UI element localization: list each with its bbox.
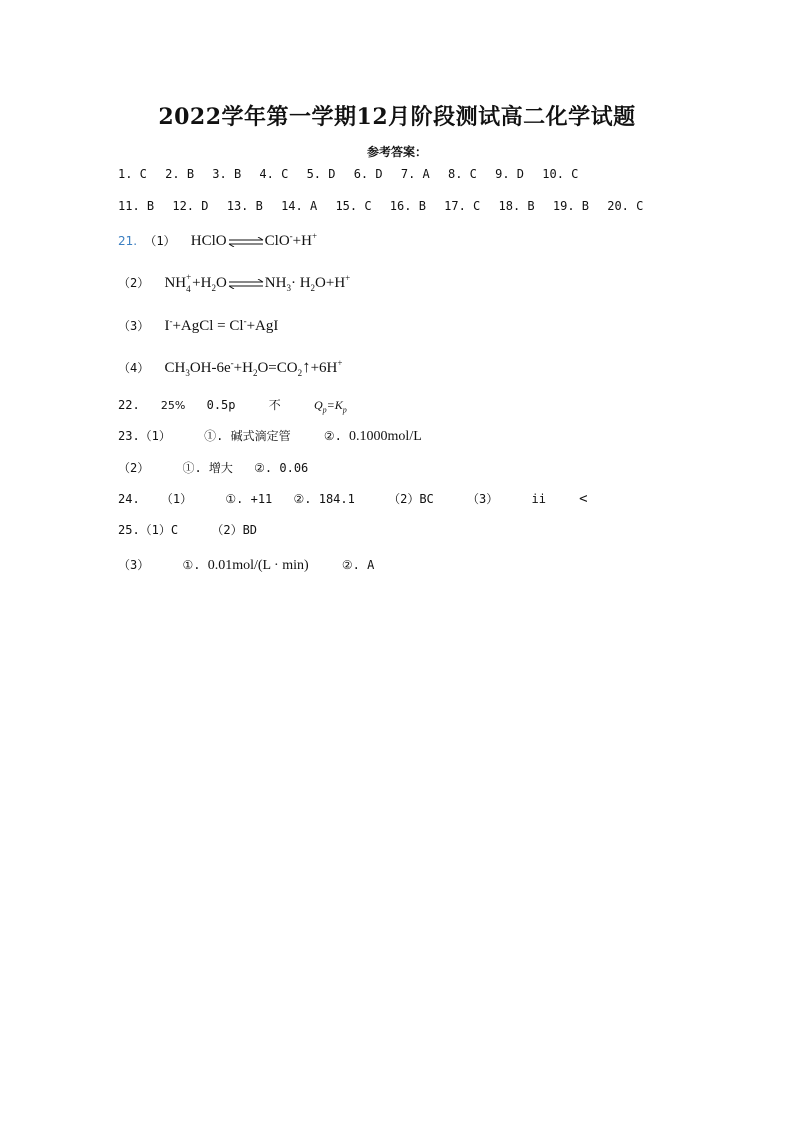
answer-value: 0.5p [206, 398, 236, 412]
answer-value: （2）BC [388, 492, 434, 506]
question-number: 24. [118, 492, 140, 506]
mc-answer: 19. B [552, 199, 589, 213]
answer-value: < [579, 491, 588, 507]
mc-answer: 11. B [118, 199, 155, 213]
mc-answer: 8. C [447, 167, 477, 181]
mc-answer: 2. B [165, 167, 195, 181]
answer-value: ②. 0.06 [254, 461, 309, 475]
answer-value: 不 [268, 398, 281, 412]
answer-index: ②. [323, 429, 342, 443]
q25-part-3 [118, 556, 374, 574]
answer-value: ①. 碱式滴定管 [204, 429, 291, 443]
mc-answer: 15. C [335, 199, 372, 213]
mc-answer: 16. B [389, 199, 426, 213]
part-label: （4） [118, 361, 150, 375]
q21-number-link[interactable]: 21. [118, 234, 138, 248]
equation: NH + 4 $+H_2O$ $NH_3\cdot H_2O+H^+$ [164, 272, 351, 294]
equation: I-+AgCl = Cl-+AgI [164, 316, 279, 334]
mc-answers-row-1 [118, 167, 589, 181]
mc-answers-row-2 [118, 199, 654, 213]
q23-part-2 [118, 459, 308, 476]
mc-answer: 7. A [400, 167, 430, 181]
mc-answer: 6. D [353, 167, 383, 181]
mc-answer: 1. C [118, 167, 147, 181]
equilibrium-arrow-icon [228, 237, 264, 247]
q24-answer [118, 490, 588, 507]
mc-answer: 4. C [259, 167, 289, 181]
part-label: （1） [144, 234, 176, 248]
up-arrow-icon: ↑ [302, 357, 311, 376]
mc-answer: 17. C [444, 199, 481, 213]
q21-part-3 [118, 316, 278, 335]
equilibrium-arrow-icon [228, 279, 264, 289]
answer-formula: $Q_p=K_p$ [314, 398, 347, 415]
equation: HClO ClO-+H+ [190, 231, 318, 249]
mc-answer: 12. D [172, 199, 209, 213]
answer-value: 25.（1）C [118, 523, 179, 537]
mc-answer: 3. B [212, 167, 242, 181]
part-label: （3） [118, 319, 150, 333]
q22-answer [118, 396, 347, 414]
answer-index: ①. [182, 558, 201, 572]
answer-value: （2）BD [211, 523, 258, 537]
mc-answer: 5. D [306, 167, 336, 181]
part-label: （2） [118, 276, 150, 290]
q21-part-2 [118, 273, 350, 293]
part-label: （1） [160, 492, 193, 506]
answers-heading: 参考答案： [366, 145, 427, 159]
question-number: 22. [118, 398, 140, 412]
q25-part-1-2 [118, 521, 257, 538]
q21-part-4 [118, 357, 342, 378]
q21-part-1 [118, 231, 317, 250]
page-title: 2022学年第一学期12月阶段测试高二化学试题 [158, 104, 636, 130]
answer-value: ①. +11 [225, 492, 273, 506]
answer-value: ②. 184.1 [293, 492, 355, 506]
mc-answer: 18. B [498, 199, 535, 213]
part-label: （3） [118, 558, 150, 572]
equation: $CH_3OH-6e^-+H_2O=CO_2↑+6H^+$ [164, 357, 343, 378]
answer-value: ②. A [341, 558, 375, 572]
mc-answer: 13. B [226, 199, 263, 213]
mc-answer: 10. C [542, 167, 579, 181]
q23-part-1 [118, 427, 422, 445]
mc-answer: 20. C [607, 199, 644, 213]
answer-value: 25% [160, 399, 186, 412]
question-number: 23.（1） [118, 429, 171, 443]
answer-value: 0.1000mol/L [349, 429, 422, 444]
answer-value: ①. 增大 [182, 461, 233, 475]
answer-value: 0.01mol/(L · min) [207, 558, 309, 573]
mc-answer: 9. D [495, 167, 525, 181]
part-label: （2） [118, 461, 150, 475]
mc-answer: 14. A [281, 199, 318, 213]
part-label: （3） [467, 492, 499, 506]
answer-value: ii [531, 492, 546, 506]
